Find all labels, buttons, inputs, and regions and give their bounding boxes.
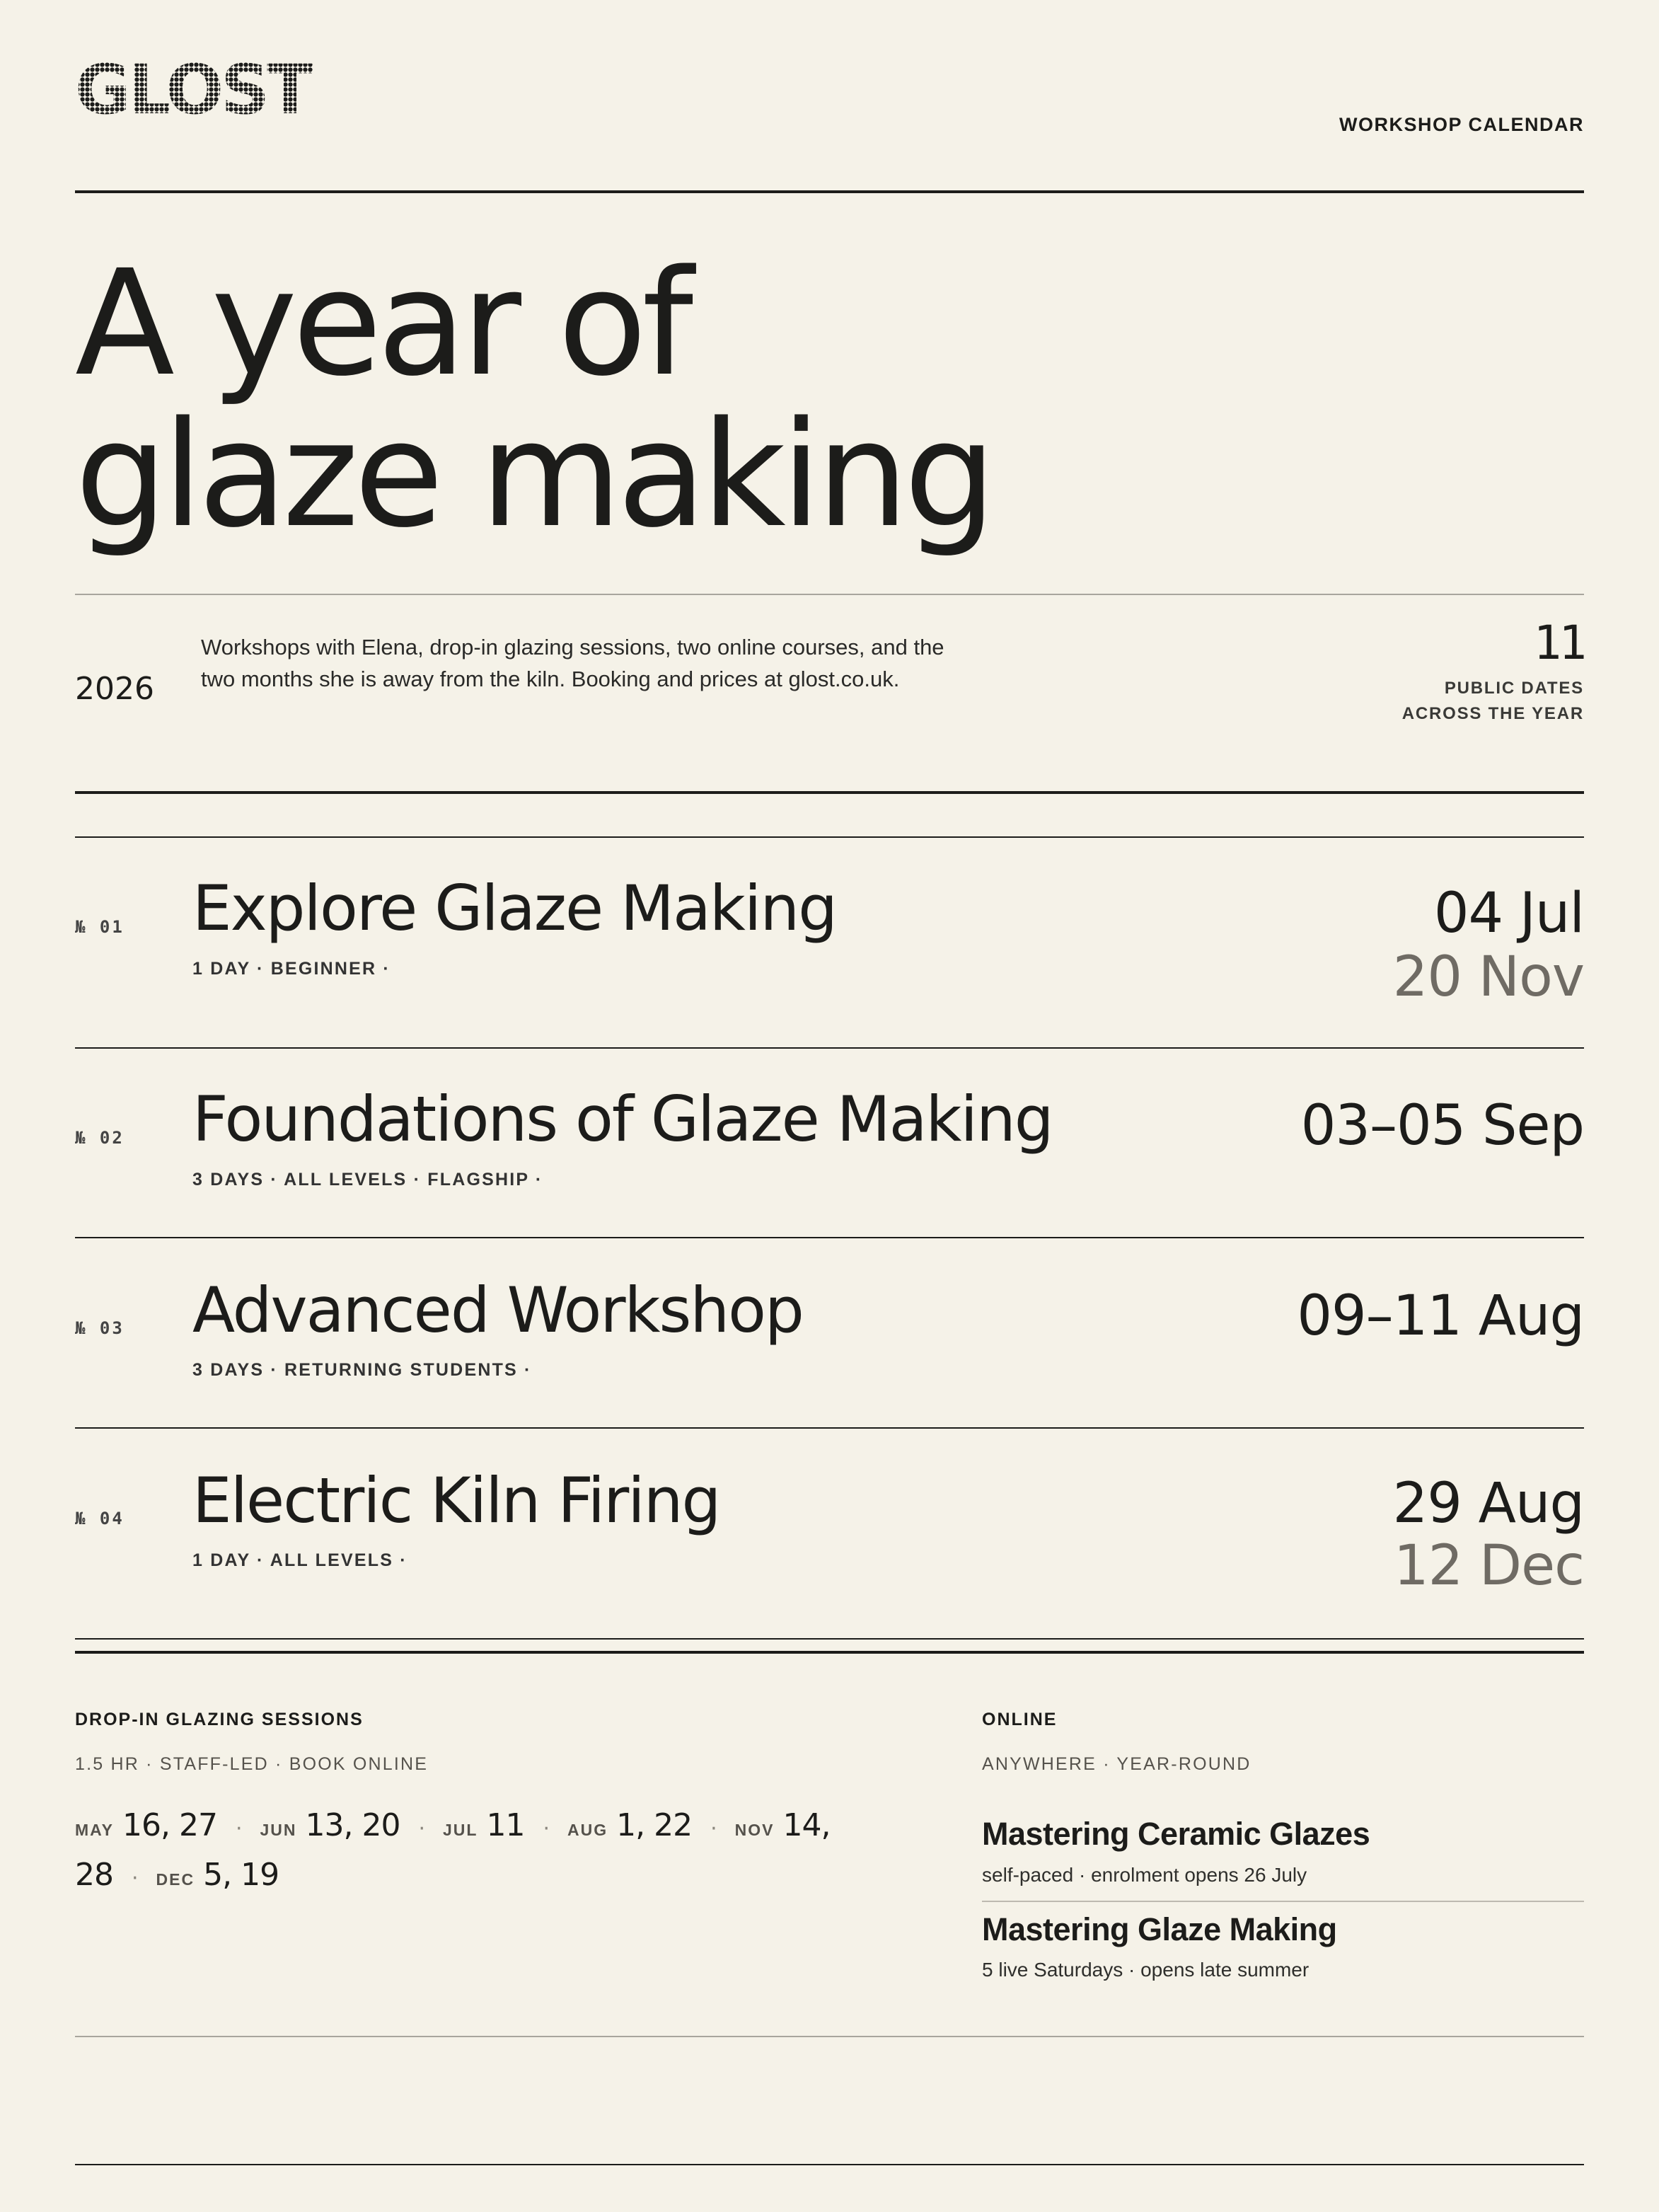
count-label-line-1: PUBLIC DATES	[1444, 679, 1584, 698]
dropin-sub: 1.5 HR · STAFF-LED · BOOK ONLINE	[75, 1754, 429, 1774]
month-label: NOV	[734, 1821, 775, 1839]
workshop-title: Electric Kiln Firing	[192, 1464, 720, 1537]
header-kicker: WORKSHOP CALENDAR	[1339, 114, 1584, 135]
separator-dot: ·	[710, 1816, 717, 1841]
online-course-title: Mastering Ceramic Glazes	[982, 1816, 1370, 1852]
workshop-date-secondary: 12 Dec	[1394, 1534, 1584, 1598]
dropin-dates	[75, 1803, 903, 1902]
month-label: JUL	[443, 1821, 478, 1839]
divider	[75, 1651, 1584, 1654]
separator-dot: ·	[132, 1866, 138, 1891]
workshop-title: Advanced Workshop	[192, 1274, 803, 1347]
workshop-meta: 3 DAYS · ALL LEVELS · FLAGSHIP ·	[192, 1170, 543, 1189]
workshop-date: 09–11 Aug	[1297, 1284, 1584, 1348]
divider	[75, 190, 1584, 193]
workshop-number: № 04	[75, 1509, 125, 1528]
public-dates-count: 11	[1533, 616, 1584, 670]
svg-text:GLOST: GLOST	[75, 52, 311, 123]
divider	[75, 1237, 1584, 1238]
session-days: 16, 27	[122, 1807, 217, 1843]
online-sub: ANYWHERE · YEAR-ROUND	[982, 1754, 1252, 1774]
divider	[75, 2164, 1584, 2165]
title-line-1: A year of	[75, 238, 689, 408]
online-label: ONLINE	[982, 1710, 1058, 1729]
online-course-sub: 5 live Saturdays · opens late summer	[982, 1959, 1310, 1981]
session-days: 14, 28	[75, 1807, 831, 1893]
workshop-date: 04 Jul	[1433, 882, 1584, 945]
workshop-date-secondary: 20 Nov	[1392, 945, 1584, 1009]
session-days: 11	[486, 1807, 525, 1843]
divider	[75, 791, 1584, 794]
month-label: JUN	[260, 1821, 297, 1839]
online-course-title: Mastering Glaze Making	[982, 1911, 1337, 1947]
divider	[75, 1638, 1584, 1640]
divider	[75, 1047, 1584, 1049]
online-course-sub: self-paced · enrolment opens 26 July	[982, 1864, 1307, 1886]
workshop-date: 03–05 Sep	[1300, 1094, 1584, 1158]
divider	[75, 2036, 1584, 2037]
month-label: DEC	[156, 1870, 195, 1889]
workshop-meta: 1 DAY · BEGINNER ·	[192, 959, 391, 979]
month-label: AUG	[567, 1821, 608, 1839]
workshop-date: 29 Aug	[1392, 1472, 1584, 1536]
workshop-title: Explore Glaze Making	[192, 872, 836, 945]
separator-dot: ·	[543, 1816, 550, 1841]
workshop-number: № 03	[75, 1318, 125, 1338]
workshop-meta: 3 DAYS · RETURNING STUDENTS ·	[192, 1360, 532, 1380]
divider	[75, 594, 1584, 595]
glost-logo	[75, 52, 316, 123]
public-dates-label	[1402, 676, 1584, 727]
title-line-2: glaze making	[75, 390, 992, 560]
workshop-number: № 02	[75, 1128, 125, 1148]
count-label-line-2: ACROSS THE YEAR	[1401, 704, 1584, 723]
divider	[75, 1427, 1584, 1429]
dropin-label: DROP-IN GLAZING SESSIONS	[75, 1710, 364, 1729]
page-title	[75, 238, 992, 560]
month-label: MAY	[75, 1821, 114, 1839]
workshop-title: Foundations of Glaze Making	[192, 1083, 1053, 1156]
year-label: 2026	[75, 671, 154, 707]
divider	[982, 1901, 1584, 1902]
session-days: 1, 22	[616, 1807, 693, 1843]
separator-dot: ·	[418, 1816, 425, 1841]
session-days: 13, 20	[305, 1807, 400, 1843]
workshop-meta: 1 DAY · ALL LEVELS ·	[192, 1550, 407, 1570]
session-days: 5, 19	[203, 1857, 279, 1893]
separator-dot: ·	[235, 1816, 242, 1841]
intro-text: Workshops with Elena, drop-in glazing sessions, two online courses, and the two months she is away from the kiln. Booking and prices at glost.co.uk.	[201, 635, 944, 691]
workshop-number: № 01	[75, 917, 125, 937]
divider	[75, 836, 1584, 838]
